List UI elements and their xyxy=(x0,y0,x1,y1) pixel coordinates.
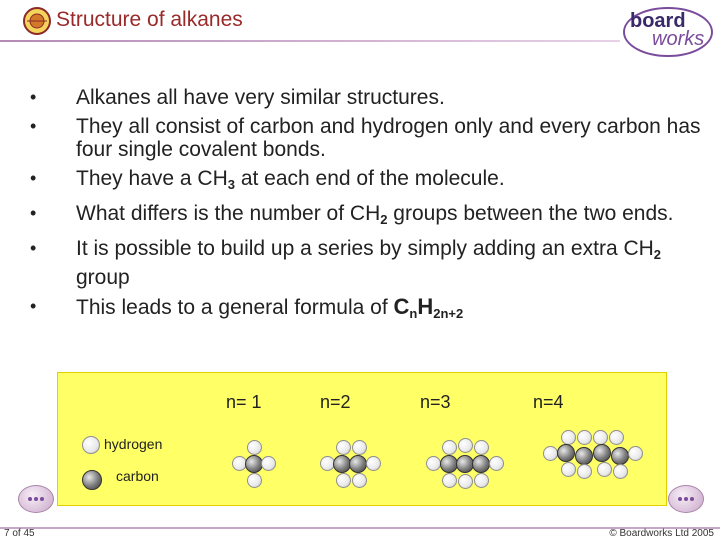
carbon-atom xyxy=(611,447,629,465)
hydrogen-atom xyxy=(442,440,457,455)
bullet-dot: • xyxy=(30,116,37,136)
carbon-atom xyxy=(593,444,611,462)
carbon-atom xyxy=(557,444,575,462)
hydrogen-atom xyxy=(366,456,381,471)
carbon-atom xyxy=(349,455,367,473)
hydrogen-atom xyxy=(261,456,276,471)
header-icon xyxy=(22,6,52,36)
logo-board-text: board xyxy=(630,10,686,32)
label-n4: n=4 xyxy=(533,392,564,412)
bullet-text: groups between the two ends. xyxy=(387,202,674,225)
formula-c: C xyxy=(393,294,410,319)
hydrogen-atom xyxy=(336,440,351,455)
bullet-dot: • xyxy=(30,296,37,316)
hydrogen-atom xyxy=(336,473,351,488)
formula-sub: 2n+2 xyxy=(433,306,464,321)
formula-n: n xyxy=(409,306,418,321)
legend-carbon-atom xyxy=(82,470,102,490)
bullet-dot: • xyxy=(30,168,37,188)
next-slide-button[interactable] xyxy=(668,485,704,513)
hydrogen-atom xyxy=(458,474,473,489)
bullet-text: They all consist of carbon and hydrogen only and every carbon has four single covalent bonds. xyxy=(76,115,701,161)
bullet-4 xyxy=(22,202,702,231)
hydrogen-atom xyxy=(543,446,558,461)
hydrogen-atom xyxy=(426,456,441,471)
bullet-2 xyxy=(22,115,702,161)
hydrogen-atom xyxy=(352,473,367,488)
legend-hydrogen-label: hydrogen xyxy=(104,436,163,452)
label-n2: n=2 xyxy=(320,392,351,412)
bullet-6 xyxy=(22,295,702,325)
forward-arrow-icon xyxy=(669,486,703,512)
hydrogen-atom xyxy=(489,456,504,471)
bullet-list xyxy=(22,86,702,325)
bullet-dot: • xyxy=(30,203,37,223)
bullet-text: at each end of the molecule. xyxy=(234,167,505,190)
hydrogen-atom xyxy=(613,464,628,479)
bullet-1 xyxy=(22,86,702,109)
bullet-3 xyxy=(22,167,702,196)
legend-carbon-label: carbon xyxy=(116,468,159,484)
hydrogen-atom xyxy=(247,440,262,455)
bullet-text: What differs is the number of CH xyxy=(76,202,381,225)
subscript: 2 xyxy=(653,247,662,262)
hydrogen-atom xyxy=(474,473,489,488)
hydrogen-atom xyxy=(352,440,367,455)
subscript: 2 xyxy=(380,212,388,227)
formula-h: H xyxy=(417,294,434,319)
hydrogen-atom xyxy=(247,473,262,488)
bullet-text: This leads to a general formula of xyxy=(76,296,394,319)
legend-hydrogen-atom xyxy=(82,436,100,454)
slide-counter: 7 of 45 xyxy=(4,528,35,539)
subscript: 3 xyxy=(227,177,235,192)
bullet-text: They have a CH xyxy=(76,167,228,190)
hydrogen-atom xyxy=(628,446,643,461)
hydrogen-atom xyxy=(593,430,608,445)
copyright-text: © Boardworks Ltd 2005 xyxy=(609,528,714,539)
bullet-5 xyxy=(22,237,702,289)
boardworks-logo xyxy=(622,6,714,58)
bullet-text: Alkanes all have very similar structures. xyxy=(76,86,445,109)
hydrogen-atom xyxy=(458,438,473,453)
hydrogen-atom xyxy=(577,430,592,445)
bullet-dot: • xyxy=(30,238,37,258)
hydrogen-atom xyxy=(474,440,489,455)
hydrogen-atom xyxy=(577,464,592,479)
hydrogen-atom xyxy=(609,430,624,445)
label-n1: n= 1 xyxy=(226,392,262,412)
carbon-atom xyxy=(472,455,490,473)
hydrogen-atom xyxy=(561,462,576,477)
carbon-atom xyxy=(575,447,593,465)
hydrogen-atom xyxy=(561,430,576,445)
hydrogen-atom xyxy=(597,462,612,477)
page-title: Structure of alkanes xyxy=(56,8,243,31)
bullet-text: It is possible to build up a series by simply adding an extra CH xyxy=(76,237,654,260)
previous-slide-button[interactable] xyxy=(18,485,54,513)
bullet-dot: • xyxy=(30,87,37,107)
header-divider xyxy=(0,40,620,42)
logo-works-text: works xyxy=(652,28,705,50)
bullet-text: group xyxy=(76,266,130,289)
back-arrow-icon xyxy=(19,486,53,512)
label-n3: n=3 xyxy=(420,392,451,412)
hydrogen-atom xyxy=(442,473,457,488)
